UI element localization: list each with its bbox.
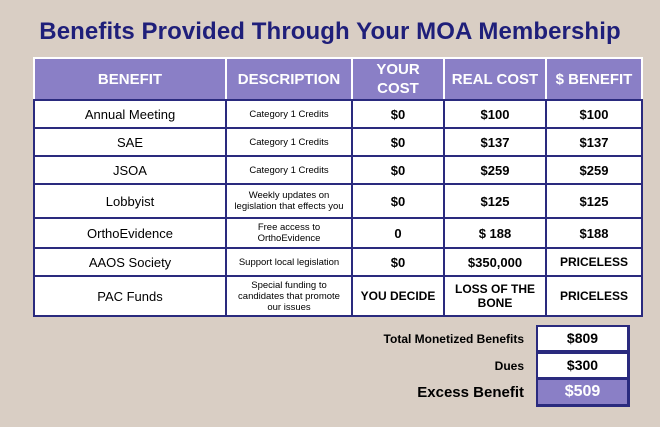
benefit-cell: JSOA [34,156,226,184]
real-cost-cell: LOSS OF THE BONE [444,276,546,316]
table-row [34,156,642,184]
header-description: DESCRIPTION [226,58,352,100]
your-cost-cell: $0 [352,156,444,184]
excess-benefit-label: Excess Benefit [417,384,524,401]
description-cell: Category 1 Credits [226,156,352,184]
description-cell: Category 1 Credits [226,100,352,128]
dues-value: $300 [536,352,630,379]
dollar-benefit-cell: PRICELESS [546,248,642,276]
table-row [34,218,642,248]
benefit-cell: OrthoEvidence [34,218,226,248]
real-cost-cell: $259 [444,156,546,184]
your-cost-cell: $0 [352,184,444,218]
real-cost-cell: $ 188 [444,218,546,248]
your-cost-cell: $0 [352,128,444,156]
your-cost-cell: YOU DECIDE [352,276,444,316]
real-cost-cell: $100 [444,100,546,128]
total-monetized-label: Total Monetized Benefits [383,332,524,346]
your-cost-cell: $0 [352,248,444,276]
benefit-cell: Annual Meeting [34,100,226,128]
benefit-cell: AAOS Society [34,248,226,276]
benefits-table [33,57,643,317]
header-your-cost: YOUR COST [352,58,444,100]
header-real-cost: REAL COST [444,58,546,100]
description-cell: Category 1 Credits [226,128,352,156]
your-cost-cell: $0 [352,100,444,128]
real-cost-cell: $125 [444,184,546,218]
table-row [34,184,642,218]
description-cell: Weekly updates on legislation that effects you [226,184,352,218]
real-cost-cell: $137 [444,128,546,156]
header-dollar-benefit: $ BENEFIT [546,58,642,100]
table-row [34,100,642,128]
total-monetized-value: $809 [536,325,630,352]
dollar-benefit-cell: $100 [546,100,642,128]
your-cost-cell: 0 [352,218,444,248]
table-header-row [34,58,642,100]
dues-label: Dues [494,359,524,373]
dollar-benefit-cell: $125 [546,184,642,218]
description-cell: Special funding to candidates that promote our issues [226,276,352,316]
dollar-benefit-cell: $259 [546,156,642,184]
benefit-cell: PAC Funds [34,276,226,316]
description-cell: Free access to OrthoEvidence [226,218,352,248]
table-row [34,276,642,316]
dollar-benefit-cell: $137 [546,128,642,156]
description-cell: Support local legislation [226,248,352,276]
page-title: Benefits Provided Through Your MOA Membership [39,18,621,45]
excess-benefit-value: $509 [536,378,630,407]
table-row [34,248,642,276]
benefit-cell: SAE [34,128,226,156]
table-row [34,128,642,156]
header-benefit: BENEFIT [34,58,226,100]
dollar-benefit-cell: $188 [546,218,642,248]
real-cost-cell: $350,000 [444,248,546,276]
benefit-cell: Lobbyist [34,184,226,218]
dollar-benefit-cell: PRICELESS [546,276,642,316]
